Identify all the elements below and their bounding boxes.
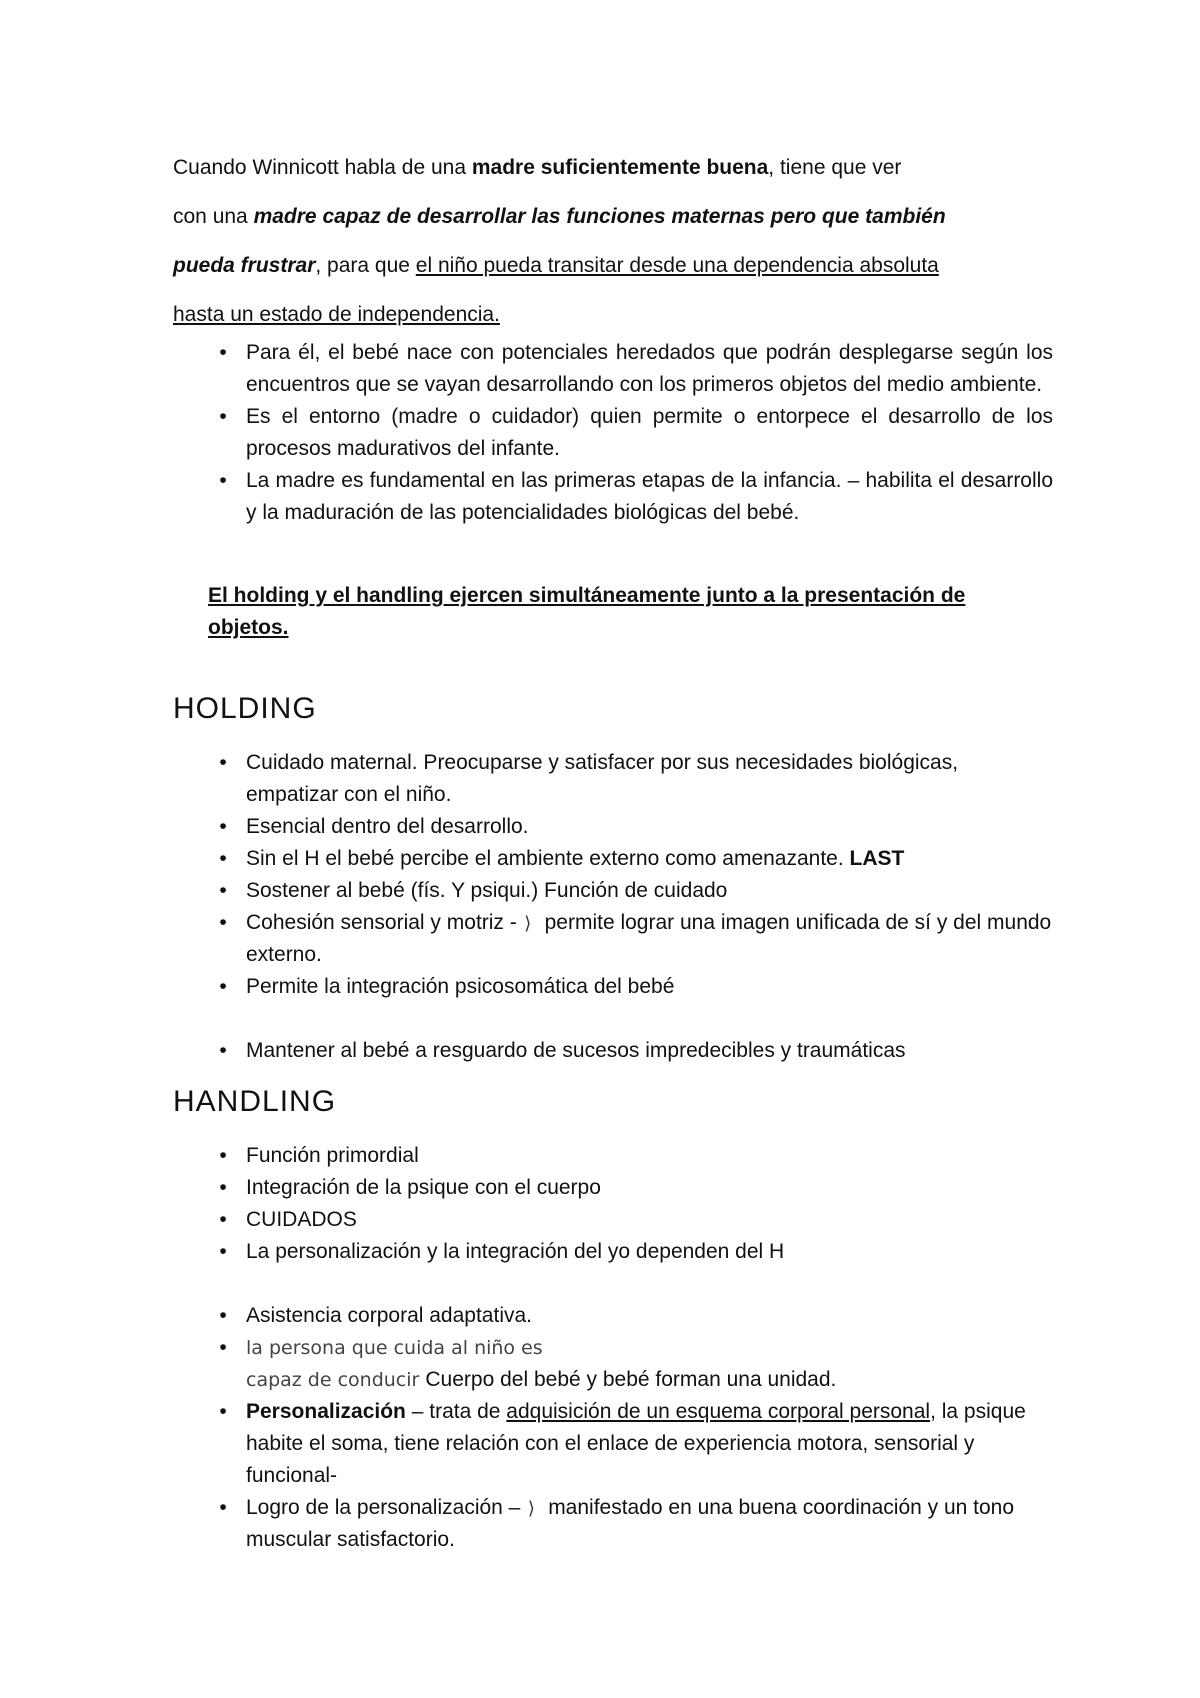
- list-item: • Esencial dentro del desarrollo.: [173, 811, 1053, 843]
- bullet-icon: •: [219, 975, 227, 998]
- bullet-icon: •: [219, 1336, 227, 1359]
- list-item: • la persona que cuida al niño es capaz de conducir Cuerpo del bebé y bebé forman una unidad.: [173, 1332, 1053, 1396]
- list-item: • Cohesión sensorial y motriz - ⟩ permite lograr una imagen unificada de sí y del mundo externo.: [173, 907, 1053, 971]
- intro-bullet-list: [173, 337, 1053, 529]
- bullet-icon: •: [219, 1144, 227, 1167]
- arrow-icon: ⟩: [524, 913, 532, 933]
- bullet-icon: •: [219, 879, 227, 902]
- bullet-icon: •: [219, 1400, 227, 1423]
- bullet-icon: •: [219, 815, 227, 838]
- handling-heading: HANDLING: [173, 1085, 337, 1118]
- handling-list: [173, 1140, 1053, 1556]
- intro-paragraph: [173, 143, 1053, 339]
- list-item: • Mantener al bebé a resguardo de sucesos impredecibles y traumáticas: [173, 1035, 1053, 1067]
- bullet-icon: •: [219, 1208, 227, 1231]
- bullet-icon: •: [219, 1176, 227, 1199]
- intro-line-3: pueda frustrar, para que el niño pueda transitar desde una dependencia absoluta: [173, 254, 939, 277]
- intro-line-2: con una madre capaz de desarrollar las funciones maternas pero que también: [173, 205, 946, 228]
- list-item: • Integración de la psique con el cuerpo: [173, 1172, 1053, 1204]
- list-item: • Asistencia corporal adaptativa.: [173, 1300, 1053, 1332]
- intro-line-4: hasta un estado de independencia.: [173, 303, 500, 326]
- bullet-icon: •: [219, 911, 227, 934]
- list-item: • Sin el H el bebé percibe el ambiente externo como amenazante. LAST: [173, 843, 1053, 875]
- bullet-icon: •: [219, 847, 227, 870]
- list-item: • Sostener al bebé (fís. Y psiqui.) Función de cuidado: [173, 875, 1053, 907]
- bullet-icon: •: [219, 1039, 227, 1062]
- list-item: • Es el entorno (madre o cuidador) quien permite o entorpece el desarrollo de los procesos madurativos del infante.: [173, 401, 1053, 465]
- bullet-icon: •: [219, 405, 227, 428]
- holding-list: [173, 747, 1053, 1067]
- list-item: • Función primordial: [173, 1140, 1053, 1172]
- section-subtitle: El holding y el handling ejercen simultáneamente junto a la presentación de objetos.: [208, 584, 966, 639]
- list-item: • Cuidado maternal. Preocuparse y satisfacer por sus necesidades biológicas, empatizar con el niño.: [173, 747, 1053, 811]
- list-item: • Permite la integración psicosomática del bebé: [173, 971, 1053, 1003]
- list-item: • CUIDADOS: [173, 1204, 1053, 1236]
- intro-line-1: Cuando Winnicott habla de una madre suficientemente buena, tiene que ver: [173, 156, 902, 179]
- list-item: • La madre es fundamental en las primeras etapas de la infancia. – habilita el desarrollo y la maduración de las potencialidades biológicas del bebé.: [173, 465, 1053, 529]
- bullet-icon: •: [219, 1304, 227, 1327]
- bullet-icon: •: [219, 1496, 227, 1519]
- bullet-icon: •: [219, 1240, 227, 1263]
- bullet-icon: •: [219, 751, 227, 774]
- holding-heading: HOLDING: [173, 692, 317, 725]
- term-madre-suficientemente-buena: madre suficientemente buena: [471, 156, 769, 179]
- bullet-icon: •: [219, 341, 227, 364]
- list-item: • Personalización – trata de adquisición de un esquema corporal personal, la psique habite el soma, tiene relación con el enlace de experiencia motora, sensorial y funcional-: [173, 1396, 1053, 1492]
- bullet-icon: •: [219, 469, 227, 492]
- list-item: • Logro de la personalización – ⟩ manifestado en una buena coordinación y un tono muscular satisfactorio.: [173, 1492, 1053, 1556]
- last-label: LAST: [849, 847, 905, 870]
- list-item: • La personalización y la integración del yo dependen del H: [173, 1236, 1053, 1268]
- list-item: • Para él, el bebé nace con potenciales heredados que podrán desplegarse según los encuentros que se vayan desarrollando con los primeros objetos del medio ambiente.: [173, 337, 1053, 401]
- arrow-icon: ⟩: [527, 1498, 535, 1518]
